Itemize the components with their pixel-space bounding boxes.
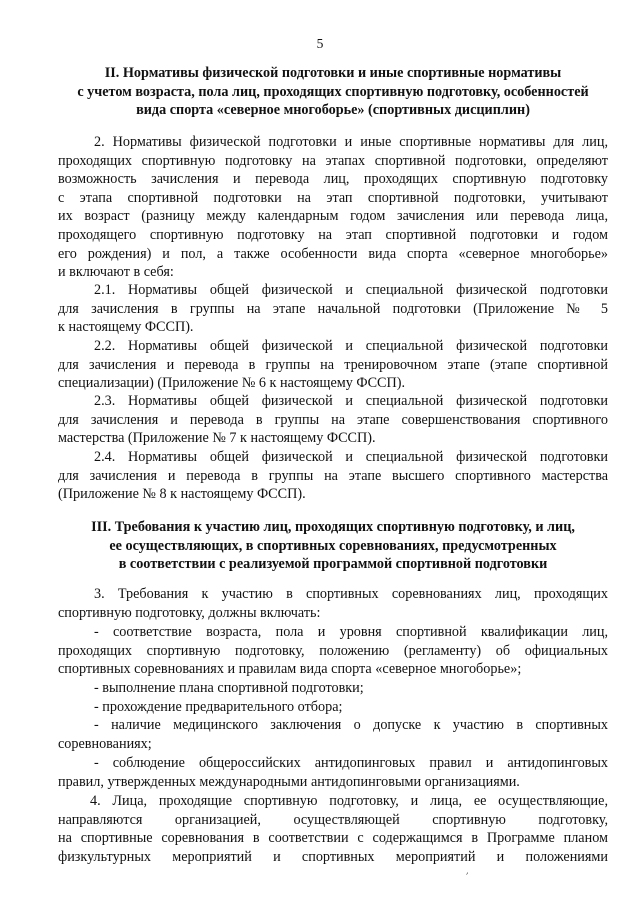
text-line: направляются организацией, осуществляющей спортивную подготовку, — [58, 811, 608, 828]
text-line: соревнованиях; — [58, 735, 152, 752]
bullet-4 — [58, 716, 608, 753]
heading-line: II. Нормативы физической подготовки и иные спортивные нормативы — [104, 65, 562, 81]
text-line: проходящего спортивную подготовку на этап спортивной подготовки и годом — [58, 226, 608, 243]
text-line: их возраст (разницу между календарным годом зачисления или перевода лица, — [58, 208, 608, 225]
paragraph-2-1 — [58, 281, 608, 337]
text-line: для зачисления и перевода в группы на тренировочном этапе (этапе спортивной — [58, 356, 608, 373]
text-line: спортивную подготовку, должны включать: — [58, 604, 321, 621]
paragraph-2-4 — [58, 448, 608, 504]
text-line: 4. Лица, проходящие спортивную подготовку, и лица, ее осуществляющие, — [90, 793, 608, 809]
text-line: возможность зачисления и перевода лиц, проходящих спортивную подготовку — [58, 171, 608, 188]
bullet-1 — [58, 623, 608, 679]
text-line: на спортивные соревнования в соответствии с содержащимся в Программе планом — [58, 830, 608, 847]
text-line: 2.1. Нормативы общей физической и специальной физической подготовки — [94, 282, 608, 298]
text-line: проходящих спортивную подготовку на этапах спортивной подготовки, определяют — [58, 152, 608, 169]
bullet-5 — [58, 754, 608, 791]
heading-line: с учетом возраста, пола лиц, проходящих спортивную подготовку, особенностей — [77, 83, 589, 100]
paragraph-4 — [58, 792, 608, 866]
text-line: для зачисления и перевода в группы на этапе совершенствования спортивного — [58, 411, 608, 428]
text-line: с этапа спортивной подготовки на этап спортивной подготовки, учитывают — [58, 189, 608, 206]
text-line: - выполнение плана спортивной подготовки; — [94, 680, 364, 696]
text-line: 2.2. Нормативы общей физической и специальной физической подготовки — [94, 338, 608, 354]
bullet-2 — [58, 679, 608, 698]
text-line: 2.4. Нормативы общей физической и специальной физической подготовки — [94, 449, 608, 465]
text-line: 3. Требования к участию в спортивных соревнованиях лиц, проходящих — [94, 586, 608, 602]
text-line: - прохождение предварительного отбора; — [94, 699, 343, 715]
heading-line: в соответствии с реализуемой программой спортивной подготовки — [118, 556, 548, 573]
paragraph-2-3 — [58, 392, 608, 448]
text-line: его рождения) и пол, а также особенности вида спорта «северное многоборье» — [58, 245, 608, 262]
paragraph-2-2 — [58, 337, 608, 393]
text-line: физкультурных мероприятий и спортивных мероприятий и положениями — [58, 848, 608, 865]
section-3-heading — [58, 518, 608, 574]
text-line: проходящих спортивную подготовку, положению (регламенту) об официальных — [58, 642, 608, 659]
text-line: - соблюдение общероссийских антидопинговых правил и антидопинговых — [94, 755, 608, 771]
section-2-heading — [58, 64, 608, 120]
text-line: специализации) (Приложение № 6 к настоящему ФССП). — [58, 375, 406, 392]
page-number: 5 — [316, 36, 324, 51]
text-line: - наличие медицинского заключения о допуске к участию в спортивных — [94, 717, 608, 733]
text-line: - соответствие возраста, пола и уровня спортивной квалификации лиц, — [94, 624, 608, 640]
text-line: и включают в себя: — [58, 264, 174, 281]
text-line: для зачисления и перевода в группы на этапе высшего спортивного мастерства — [58, 467, 608, 484]
footer-mark: ׳ — [466, 870, 469, 881]
text-line: (Приложение № 8 к настоящему ФССП). — [58, 486, 306, 503]
bullet-3 — [58, 698, 608, 717]
text-line: правил, утвержденных международными антидопинговыми организациями. — [58, 773, 520, 790]
heading-line: вида спорта «северное многоборье» (спортивных дисциплин) — [136, 102, 530, 119]
heading-line: ее осуществляющих, в спортивных соревнованиях, предусмотренных — [109, 537, 557, 554]
text-line: мастерства (Приложение № 7 к настоящему ФССП). — [58, 430, 376, 447]
paragraph-3 — [58, 585, 608, 622]
text-line: для зачисления в группы на этапе начальной подготовки (Приложение № 5 — [58, 300, 608, 317]
heading-line: III. Требования к участию лиц, проходящих спортивную подготовку, и лиц, — [91, 519, 575, 535]
text-line: спортивных соревнованиях и правилам вида спорта «северное многоборье»; — [58, 661, 522, 678]
text-line: 2. Нормативы физической подготовки и иные спортивные нормативы для лиц, — [94, 134, 608, 150]
text-line: к настоящему ФССП). — [58, 319, 194, 336]
paragraph-2 — [58, 133, 608, 282]
text-line: 2.3. Нормативы общей физической и специальной физической подготовки — [94, 393, 608, 409]
